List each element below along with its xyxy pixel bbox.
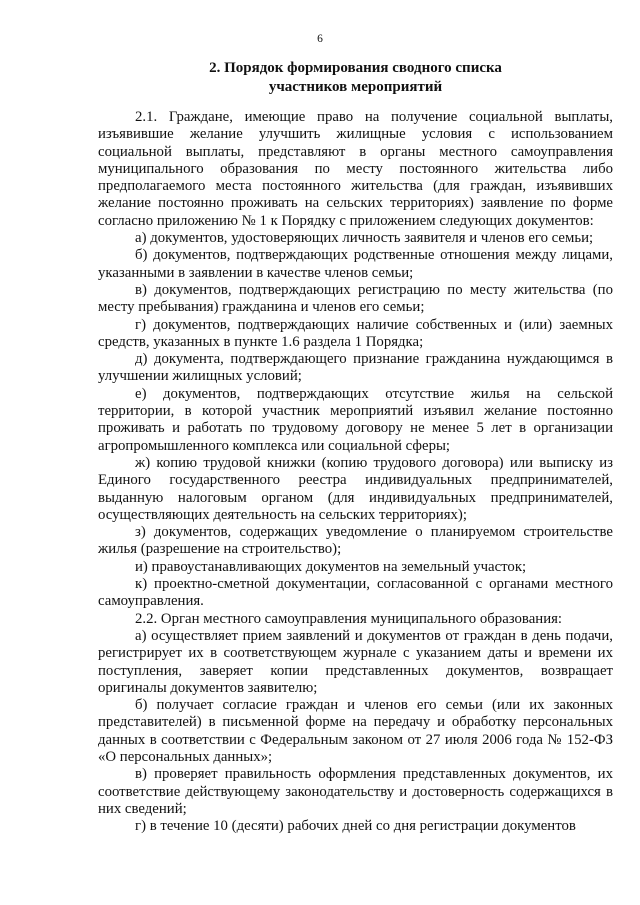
page-number: 6 — [317, 33, 323, 45]
list-item-2-2-v: в) проверяет правильность оформления представленных документов, их соответствие действующему законодательству и достоверность содержащихся в них сведений; — [98, 766, 613, 817]
list-item-zh: ж) копию трудовой книжки (копию трудового договора) или выписку из Единого государственного реестра индивидуальных предпринимателей, выданную налоговым органом (для индивидуальных предпринимателей, осуществляющих деятельность на сельских территориях); — [98, 454, 613, 523]
list-item-i: и) правоустанавливающих документов на земельный участок; — [135, 558, 527, 575]
list-item-k: к) проектно-сметной документации, согласованной с органами местного самоуправления. — [98, 576, 613, 610]
list-item-2-2-a: а) осуществляет прием заявлений и документов от граждан в день подачи, регистрирует их в соответствующем журнале с указанием даты и времени их поступления, заверяет копии представленных документов, возвращает оригиналы документов заявителю; — [98, 627, 613, 696]
document-body — [98, 109, 613, 835]
list-item-d: д) документа, подтверждающего признание гражданина нуждающимся в улучшении жилищных условий; — [98, 351, 613, 385]
list-item-b: б) документов, подтверждающих родственные отношения между лицами, указанными в заявлении в качестве членов семьи; — [98, 247, 613, 281]
list-item-2-2-g: г) в течение 10 (десяти) рабочих дней со дня регистрации документов — [135, 818, 576, 835]
list-item-z: з) документов, содержащих уведомление о планируемом строительстве жилья (разрешение на строительство); — [98, 524, 613, 558]
section-heading-line-1: 2. Порядок формирования сводного списка — [209, 60, 502, 76]
list-item-e: е) документов, подтверждающих отсутствие жилья на сельской территории, в которой участник мероприятий изъявил желание постоянно проживать и работать по трудовому договору не менее 5 лет в организации агропромышленного комплекса или социальной сферы; — [98, 385, 613, 454]
section-heading-line-2: участников мероприятий — [268, 79, 443, 95]
list-item-v: в) документов, подтверждающих регистрацию по месту жительства (по месту пребывания) гражданина и членов его семьи; — [98, 281, 613, 316]
paragraph-2-2: 2.2. Орган местного самоуправления муниципального образования: — [135, 610, 563, 627]
paragraph-2-1: 2.1. Граждане, имеющие право на получение социальной выплаты, изъявившие желание улучшить жилищные условия с использованием социальной выплаты, представляют в органы местного самоуправления муниципального образования по месту постоянного жительства либо предполагаемого места постоянного жительства (для граждан, изъявивших желание постоянно проживать на сельских территориях) заявление по форме согласно приложению № 1 к Порядку с приложением следующих документов: — [98, 109, 613, 229]
list-item-2-2-b: б) получает согласие граждан и членов его семьи (или их законных представителей) в письменной форме на передачу и обработку персональных данных в соответствии с Федеральным законом от 27 июля 2006 года № 152-ФЗ «О персональных данных»; — [98, 697, 613, 765]
list-item-a: а) документов, удостоверяющих личность заявителя и членов его семьи; — [135, 230, 594, 247]
list-item-g: г) документов, подтверждающих наличие собственных и (или) заемных средств, указанных в пункте 1.6 раздела 1 Порядка; — [98, 316, 613, 350]
section-heading — [98, 59, 613, 97]
